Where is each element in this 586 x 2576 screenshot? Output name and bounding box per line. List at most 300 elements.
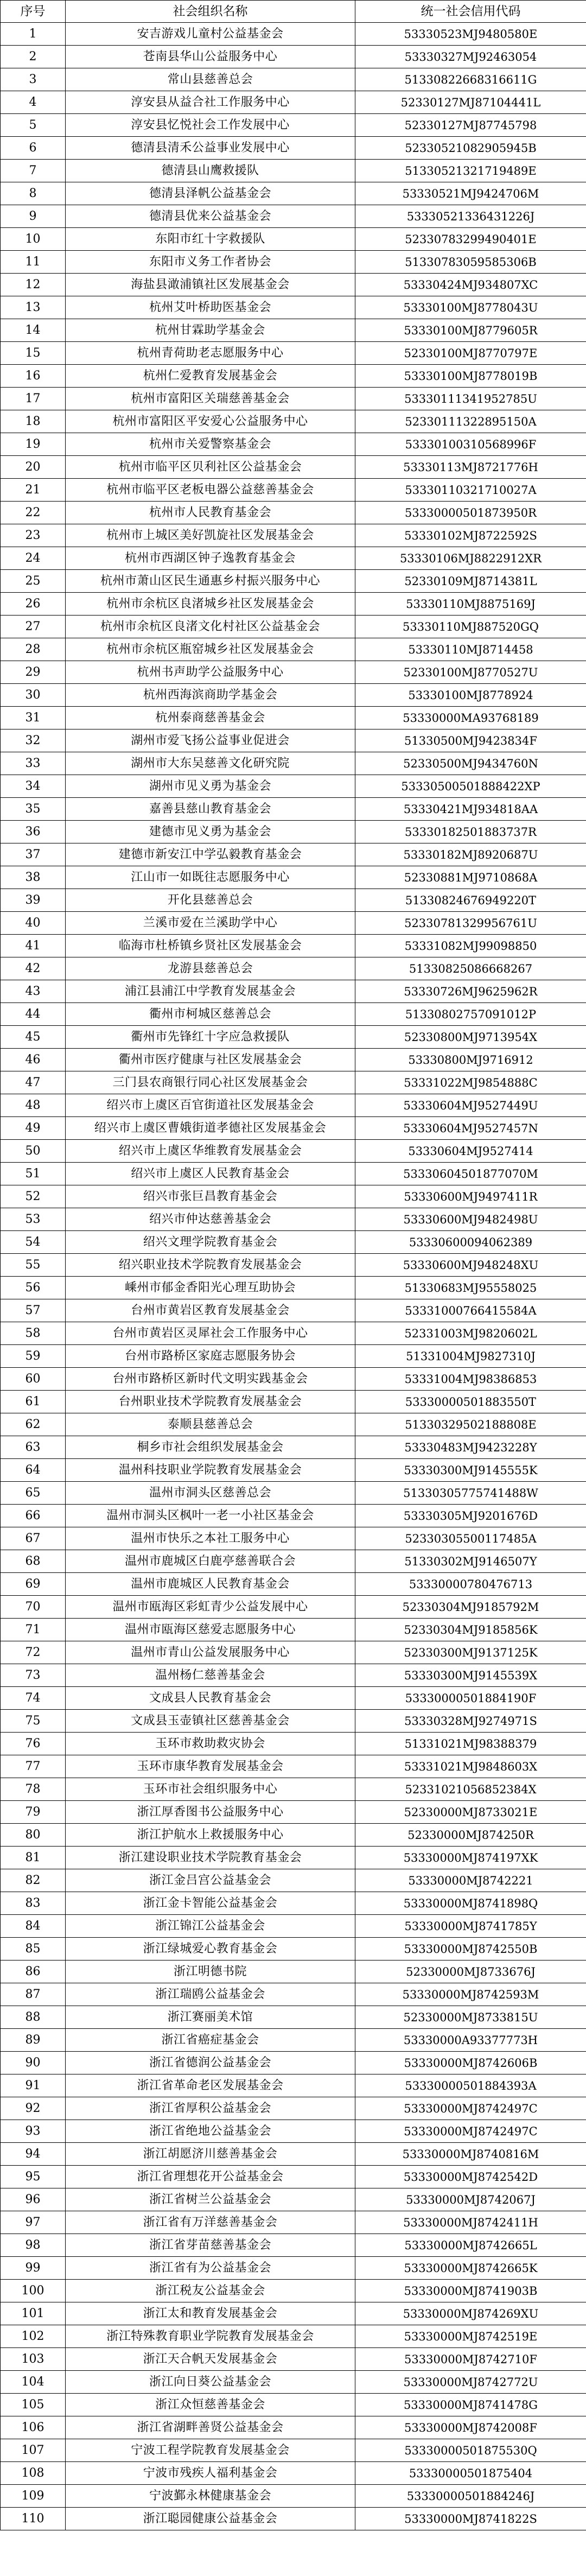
row-index: 11 [1,251,66,274]
row-index: 72 [1,1641,66,1664]
table-row [1,2348,586,2371]
organization-name: 浙江省理想花开公益基金会 [66,2166,355,2188]
credit-code: 52330000MJ8733021E [355,1801,586,1824]
organization-name: 文成县玉壶镇社区慈善基金会 [66,1710,355,1733]
table-row [1,1071,586,1094]
credit-code: 53330102MJ8722592S [355,524,586,547]
table-row [1,2394,586,2416]
credit-code: 53330000MJ8740816M [355,2143,586,2166]
credit-code: 51330302MJ9146507Y [355,1550,586,1573]
table-row [1,661,586,684]
row-index: 90 [1,2052,66,2074]
credit-code: 51330824676949220T [355,889,586,912]
row-index: 97 [1,2211,66,2234]
credit-code: 53330100MJ8778043U [355,296,586,319]
row-index: 1 [1,23,66,46]
credit-code: 53330000MJ8742221 [355,1869,586,1892]
table-row [1,775,586,798]
organization-name: 玉环市社会组织服务中心 [66,1778,355,1801]
row-index: 18 [1,410,66,433]
credit-code: 52331021056852384X [355,1778,586,1801]
row-index: 41 [1,935,66,957]
organization-name: 衢州市先锋红十字应急救援队 [66,1026,355,1049]
table-row [1,912,586,935]
table-row [1,707,586,729]
table-row [1,1573,586,1596]
credit-code: 52330000MJ874250R [355,1824,586,1847]
row-index: 23 [1,524,66,547]
organization-name: 杭州市余杭区良渚城乡社区发展基金会 [66,593,355,616]
row-index: 76 [1,1733,66,1755]
organization-name: 嵊州市郁金香阳光心理互助协会 [66,1277,355,1299]
organization-name: 杭州市临平区老板电器公益慈善基金会 [66,479,355,502]
organization-name: 杭州市萧山区民生通惠乡村振兴服务中心 [66,570,355,593]
organization-name: 浙江省树兰公益基金会 [66,2188,355,2211]
credit-code: 53330100MJ8778019B [355,365,586,388]
organization-name: 衢州市柯城区慈善总会 [66,1003,355,1026]
table-row [1,1299,586,1322]
organization-name: 台州市路桥区新时代文明实践基金会 [66,1368,355,1391]
table-row [1,616,586,638]
credit-code: 53330113MJ8721776H [355,456,586,479]
table-row [1,798,586,821]
table-row [1,1049,586,1071]
organization-name: 三门县农商银行同心社区发展基金会 [66,1071,355,1094]
credit-code: 53331021MJ9848603X [355,1755,586,1778]
table-row [1,957,586,980]
row-index: 91 [1,2074,66,2097]
row-index: 86 [1,1960,66,1983]
row-index: 29 [1,661,66,684]
row-index: 84 [1,1915,66,1938]
credit-code: 53330000501873950R [355,502,586,524]
credit-code: 53330000MJ8742497C [355,2120,586,2143]
table-row [1,638,586,661]
credit-code: 53330000MJ8742542D [355,2166,586,2188]
organization-name: 浙江省德润公益基金会 [66,2052,355,2074]
credit-code: 52330305500117485A [355,1527,586,1550]
organization-name: 浙江聪园健康公益基金会 [66,2508,355,2530]
credit-code: 53331082MJ99098850 [355,935,586,957]
table-row [1,2462,586,2485]
row-index: 109 [1,2485,66,2508]
credit-code: 52330111322895150A [355,410,586,433]
organization-name: 浙江锦江公益基金会 [66,1915,355,1938]
row-index: 57 [1,1299,66,1322]
table-row [1,2029,586,2052]
credit-code: 53330000MJ8742606B [355,2052,586,2074]
row-index: 68 [1,1550,66,1573]
credit-code: 52330500MJ9434760N [355,752,586,775]
organization-name: 绍兴市上虞区人民教育基金会 [66,1163,355,1185]
row-index: 94 [1,2143,66,2166]
organization-name: 杭州甘霖助学基金会 [66,319,355,342]
credit-code: 53330000MJ874269XU [355,2302,586,2325]
organization-name: 杭州市临平区贝利社区公益基金会 [66,456,355,479]
table-row [1,524,586,547]
credit-code: 53330424MJ934807XC [355,274,586,296]
credit-code: 53330327MJ92463054 [355,46,586,68]
credit-code: 51330825086668267 [355,957,586,980]
organization-name: 温州市洞头区慈善总会 [66,1482,355,1505]
row-index: 43 [1,980,66,1003]
organization-name: 嘉善县慈山教育基金会 [66,798,355,821]
organization-name: 海盐县澉浦镇社区发展基金会 [66,274,355,296]
row-index: 3 [1,68,66,91]
table-row [1,1505,586,1527]
table-row [1,205,586,228]
table-row [1,1140,586,1163]
table-row [1,1231,586,1254]
table-row [1,2280,586,2302]
table-row [1,1391,586,1413]
credit-code: 53330100310568996F [355,433,586,456]
credit-code: 53330000MJ8741898Q [355,1892,586,1915]
organization-name: 浙江省革命老区发展基金会 [66,2074,355,2097]
organization-name: 安吉游戏儿童村公益基金会 [66,23,355,46]
organization-name: 浙江建设职业技术学院教育基金会 [66,1847,355,1869]
table-row [1,1527,586,1550]
credit-code: 53330600MJ9497411R [355,1185,586,1208]
credit-code: 51330783059585306B [355,251,586,274]
row-index: 55 [1,1254,66,1277]
organization-name: 台州职业技术学院教育发展基金会 [66,1391,355,1413]
row-index: 35 [1,798,66,821]
table-row [1,2097,586,2120]
organization-name: 温州市快乐之本社工服务中心 [66,1527,355,1550]
row-index: 51 [1,1163,66,1185]
organization-name: 绍兴职业技术学院教育发展基金会 [66,1254,355,1277]
organization-name: 台州市路桥区家庭志愿服务协会 [66,1345,355,1368]
table-row [1,1915,586,1938]
table-row [1,296,586,319]
row-index: 92 [1,2097,66,2120]
organization-name: 泰顺县慈善总会 [66,1413,355,1436]
table-row [1,2188,586,2211]
table-row [1,593,586,616]
row-index: 75 [1,1710,66,1733]
organization-name: 淳安县从益合社工作服务中心 [66,91,355,114]
row-index: 46 [1,1049,66,1071]
credit-code: 53330604MJ9527414 [355,1140,586,1163]
row-index: 73 [1,1664,66,1687]
credit-code: 53330000501875404 [355,2462,586,2485]
credit-code: 53330000MJ8742008F [355,2416,586,2439]
table-row [1,2074,586,2097]
row-index: 45 [1,1026,66,1049]
credit-code: 51331004MJ9827310J [355,1345,586,1368]
row-index: 105 [1,2394,66,2416]
row-index: 9 [1,205,66,228]
organization-name: 台州市黄岩区灵犀社会工作服务中心 [66,1322,355,1345]
organization-name: 湖州市大东吴慈善文化研究院 [66,752,355,775]
credit-code: 53330000MJ8742665K [355,2257,586,2280]
organization-name: 德清县优来公益基金会 [66,205,355,228]
organization-name: 杭州市余杭区良渚文化村社区公益基金会 [66,616,355,638]
credit-code: 53330106MJ8822912XR [355,547,586,570]
credit-code: 53330100MJ8779605R [355,319,586,342]
organization-name: 杭州市上城区美好凯旋社区发展基金会 [66,524,355,547]
organization-name: 杭州市人民教育基金会 [66,502,355,524]
organization-name: 浙江省芽苗慈善基金会 [66,2234,355,2257]
row-index: 4 [1,91,66,114]
organization-name: 文成县人民教育基金会 [66,1687,355,1710]
organization-name: 浙江省有万洋慈善基金会 [66,2211,355,2234]
organization-name: 温州科技职业学院教育发展基金会 [66,1459,355,1482]
organization-name: 浙江明德书院 [66,1960,355,1983]
organization-name: 浙江向日葵公益基金会 [66,2371,355,2394]
credit-code: 53330521336431226J [355,205,586,228]
row-index: 87 [1,1983,66,2006]
credit-code: 51330521321719489E [355,160,586,182]
credit-code: 52330800MJ9713954X [355,1026,586,1049]
organization-name: 杭州市余杭区瓶窑城乡社区发展基金会 [66,638,355,661]
table-row [1,228,586,251]
row-index: 64 [1,1459,66,1482]
organization-name: 杭州仁爱教育发展基金会 [66,365,355,388]
row-index: 38 [1,866,66,889]
credit-code: 53330726MJ9625962R [355,980,586,1003]
organization-name: 浙江赛丽美术馆 [66,2006,355,2029]
table-row [1,1459,586,1482]
credit-code: 53330110MJ887520GQ [355,616,586,638]
row-index: 36 [1,821,66,843]
table-row [1,1368,586,1391]
organization-name: 浙江省湖畔善贤公益基金会 [66,2416,355,2439]
organization-name: 建德市新安江中学弘毅教育基金会 [66,843,355,866]
row-index: 24 [1,547,66,570]
table-row [1,935,586,957]
credit-code: 52330000MJ8733815U [355,2006,586,2029]
row-index: 70 [1,1596,66,1619]
organization-name: 浦江县浦江中学教育发展基金会 [66,980,355,1003]
table-body [1,23,586,2530]
credit-code: 53330600MJ9482498U [355,1208,586,1231]
organization-name: 杭州市富阳区关瑞慈善基金会 [66,388,355,410]
credit-code: 53330600094062389 [355,1231,586,1254]
table-row [1,2211,586,2234]
table-row [1,182,586,205]
row-index: 104 [1,2371,66,2394]
row-index: 27 [1,616,66,638]
row-index: 26 [1,593,66,616]
table-row [1,137,586,160]
table-row [1,1892,586,1915]
row-index: 85 [1,1938,66,1960]
row-index: 14 [1,319,66,342]
row-index: 12 [1,274,66,296]
credit-code: 51330802757091012P [355,1003,586,1026]
organization-name: 温州市青山公益发展服务中心 [66,1641,355,1664]
organization-name: 绍兴市张巨昌教育基金会 [66,1185,355,1208]
table-row [1,980,586,1003]
organization-name: 淳安县忆悦社会工作发展中心 [66,114,355,137]
table-row [1,388,586,410]
table-header [1,1,586,23]
credit-code: 53330604MJ9527449U [355,1094,586,1117]
organization-name: 桐乡市社会组织发展基金会 [66,1436,355,1459]
row-index: 95 [1,2166,66,2188]
credit-code: 53330000501884393A [355,2074,586,2097]
table-row [1,1596,586,1619]
credit-code: 53330421MJ934818AA [355,798,586,821]
table-row [1,1869,586,1892]
organization-name: 建德市见义勇为基金会 [66,821,355,843]
organization-name: 浙江省绝地公益基金会 [66,2120,355,2143]
row-index: 7 [1,160,66,182]
row-index: 8 [1,182,66,205]
row-index: 32 [1,729,66,752]
organization-name: 常山县慈善总会 [66,68,355,91]
organization-name: 温州市瓯海区慈爱志愿服务中心 [66,1619,355,1641]
organization-name: 浙江省厚积公益基金会 [66,2097,355,2120]
credit-code: 53330000MJ8742550B [355,1938,586,1960]
organization-name: 温州杨仁慈善基金会 [66,1664,355,1687]
table-row [1,1436,586,1459]
row-index: 30 [1,684,66,707]
table-row [1,1254,586,1277]
table-row [1,1003,586,1026]
organization-name: 浙江省癌症基金会 [66,2029,355,2052]
row-index: 33 [1,752,66,775]
row-index: 28 [1,638,66,661]
table-row [1,1163,586,1185]
credit-code: 52330521082905945B [355,137,586,160]
row-index: 20 [1,456,66,479]
row-index: 74 [1,1687,66,1710]
row-index: 103 [1,2348,66,2371]
organization-name: 东阳市义务工作者协会 [66,251,355,274]
organization-name: 浙江税友公益基金会 [66,2280,355,2302]
credit-code: 53330000MJ8741822S [355,2508,586,2530]
table-row [1,1824,586,1847]
organization-name: 杭州市关爱警察基金会 [66,433,355,456]
table-row [1,1664,586,1687]
table-row [1,23,586,46]
table-row [1,2485,586,2508]
table-row [1,2416,586,2439]
row-index: 67 [1,1527,66,1550]
credit-code: 53330000MJ8741785Y [355,1915,586,1938]
row-index: 110 [1,2508,66,2530]
table-row [1,251,586,274]
table-row [1,547,586,570]
organization-name: 杭州市西湖区钟子逸教育基金会 [66,547,355,570]
table-row [1,91,586,114]
row-index: 79 [1,1801,66,1824]
organization-name: 温州市瓯海区彩虹青少公益发展中心 [66,1596,355,1619]
credit-code: 51330329502188808E [355,1413,586,1436]
credit-code: 53330000501875530Q [355,2439,586,2462]
row-index: 96 [1,2188,66,2211]
row-index: 61 [1,1391,66,1413]
credit-code: 51330305775741488W [355,1482,586,1505]
row-index: 15 [1,342,66,365]
table-row [1,684,586,707]
organization-name: 杭州艾叶桥助医基金会 [66,296,355,319]
organization-name: 浙江护航水上救援服务中心 [66,1824,355,1847]
table-row [1,319,586,342]
table-row [1,1619,586,1641]
table-row [1,1185,586,1208]
row-index: 34 [1,775,66,798]
credit-code: 53330000MJ8742497C [355,2097,586,2120]
row-index: 89 [1,2029,66,2052]
table-row [1,2439,586,2462]
organization-name: 浙江胡愿济川慈善基金会 [66,2143,355,2166]
credit-code: 51330822668316611G [355,68,586,91]
credit-code: 53330000MJ8742665L [355,2234,586,2257]
organization-name: 浙江众恒慈善基金会 [66,2394,355,2416]
table-row [1,1847,586,1869]
credit-code: 53330000501884190F [355,1687,586,1710]
table-row [1,1322,586,1345]
credit-code: 53330300MJ9145539X [355,1664,586,1687]
credit-code: 52330109MJ8714381L [355,570,586,593]
table-row [1,570,586,593]
credit-code: 53330110321710027A [355,479,586,502]
organization-name: 浙江厚香图书公益服务中心 [66,1801,355,1824]
table-row [1,2234,586,2257]
organization-name: 温州市鹿城区白鹿亭慈善联合会 [66,1550,355,1573]
row-index: 6 [1,137,66,160]
organization-name: 苍南县华山公益服务中心 [66,46,355,68]
organization-name: 宁波工程学院教育发展基金会 [66,2439,355,2462]
organization-name: 绍兴市上虞区华维教育发展基金会 [66,1140,355,1163]
credit-code: 53330328MJ9274971S [355,1710,586,1733]
table-row [1,68,586,91]
organization-name: 临海市杜桥镇乡贤社区发展基金会 [66,935,355,957]
header-org-name: 社会组织名称 [66,1,355,23]
table-row [1,2166,586,2188]
organization-name: 衢州市医疗健康与社区发展基金会 [66,1049,355,1071]
row-index: 58 [1,1322,66,1345]
credit-code: 52330304MJ9185792M [355,1596,586,1619]
table-row [1,1778,586,1801]
organization-name: 德清县清禾公益事业发展中心 [66,137,355,160]
credit-code: 53330182501883737R [355,821,586,843]
credit-code: 52330304MJ9185856K [355,1619,586,1641]
row-index: 25 [1,570,66,593]
table-row [1,1938,586,1960]
credit-code: 53331000766415584A [355,1299,586,1322]
credit-code: 53330521MJ9424706M [355,182,586,205]
table-row [1,1094,586,1117]
credit-code: 52330783299490401E [355,228,586,251]
credit-code: 53330000MJ8742772U [355,2371,586,2394]
credit-code: 53330000MJ8742067J [355,2188,586,2211]
organization-name: 宁波鄞永林健康基金会 [66,2485,355,2508]
organization-name: 绍兴市上虞区百官街道社区发展基金会 [66,1094,355,1117]
table-row [1,1983,586,2006]
row-index: 19 [1,433,66,456]
row-index: 5 [1,114,66,137]
organization-name: 浙江省有为公益基金会 [66,2257,355,2280]
organization-name: 湖州市爱飞扬公益事业促进会 [66,729,355,752]
table-row [1,1641,586,1664]
organization-name: 杭州市富阳区平安爱心公益服务中心 [66,410,355,433]
header-credit-code: 统一社会信用代码 [355,1,586,23]
row-index: 37 [1,843,66,866]
row-index: 81 [1,1847,66,1869]
organization-name: 杭州西海滨商助学基金会 [66,684,355,707]
organization-name: 浙江瑞鸥公益基金会 [66,1983,355,2006]
credit-code: 53330000MJ8742710F [355,2348,586,2371]
organization-name: 绍兴市上虞区曹娥街道孝德社区发展基金会 [66,1117,355,1140]
organization-name: 湖州市见义勇为基金会 [66,775,355,798]
row-index: 54 [1,1231,66,1254]
table-row [1,2257,586,2280]
